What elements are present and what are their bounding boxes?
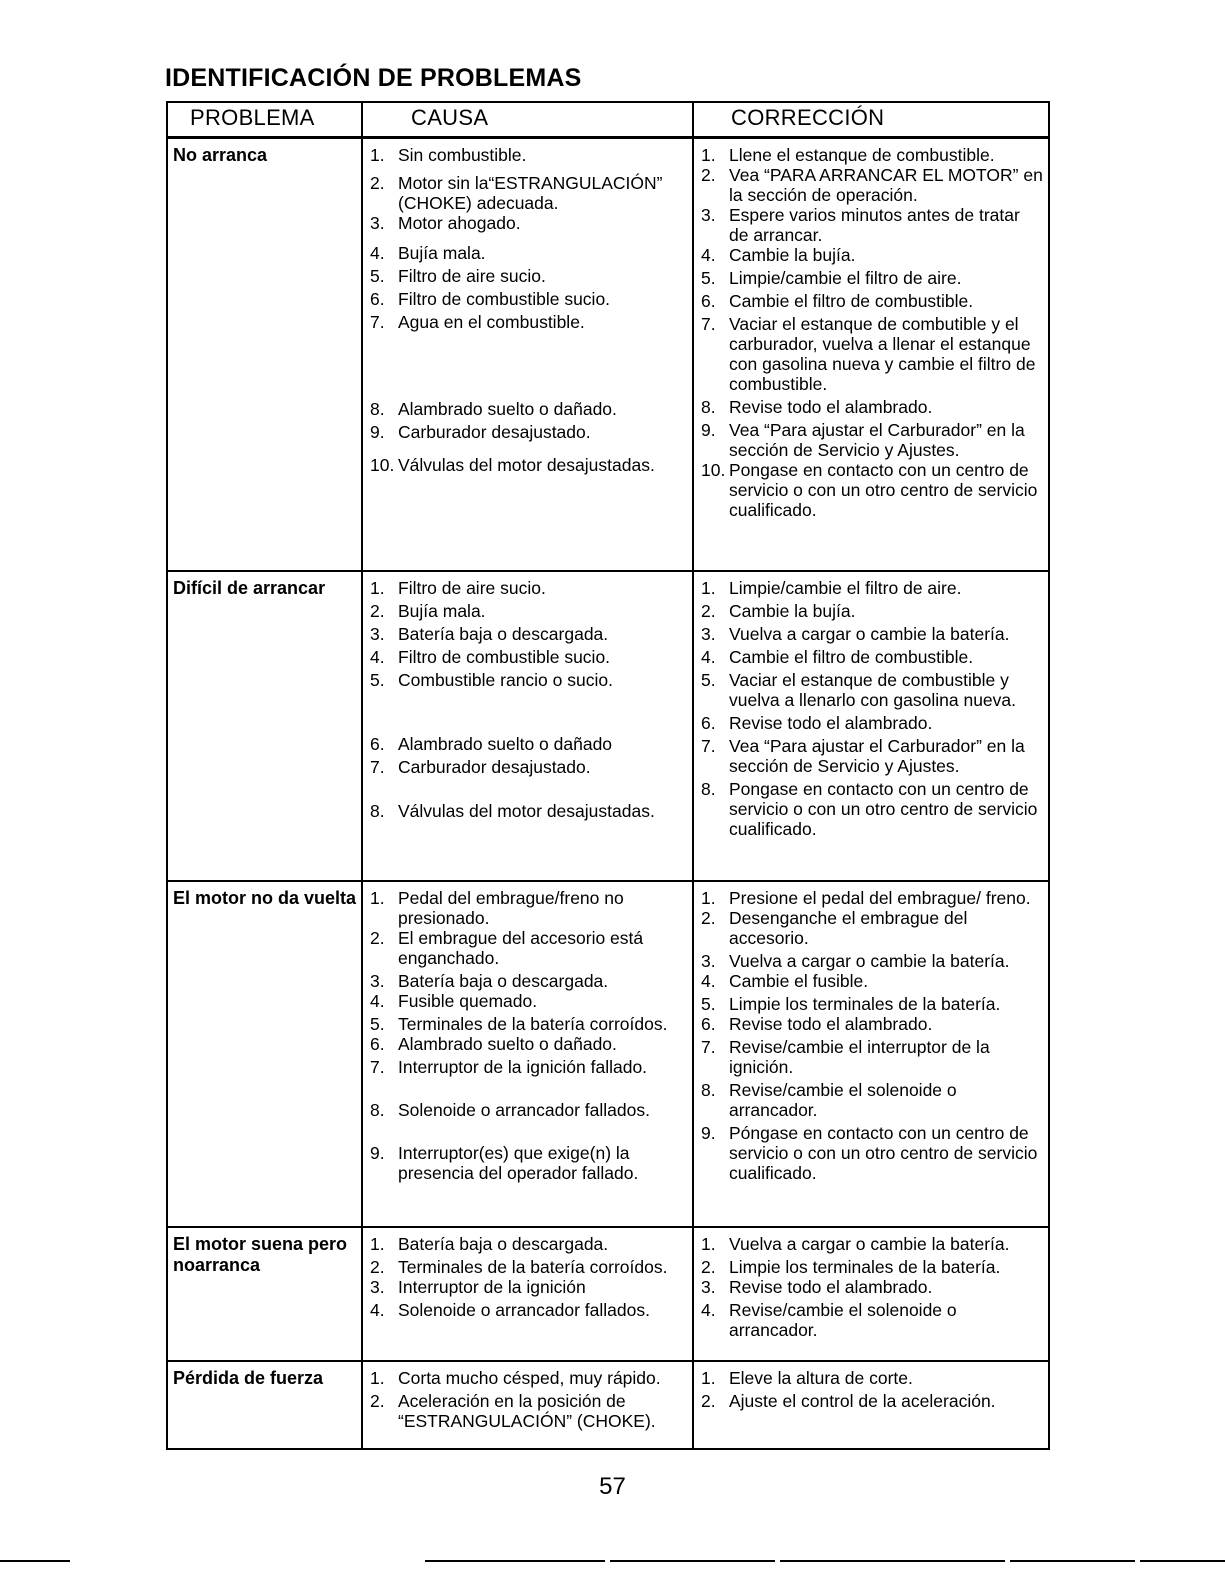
cause-item: [370, 399, 688, 419]
cause-list: [370, 1234, 688, 1320]
item-text: Pongase en contacto con un centro de servicio o con un otro centro de servicio cualificado.: [729, 460, 1038, 520]
item-number: 9.: [701, 1122, 716, 1143]
correction-item: [701, 1300, 1044, 1340]
item-text: Revise todo el alambrado.: [729, 1013, 933, 1034]
item-text: Corta mucho césped, muy rápido.: [398, 1367, 661, 1388]
item-text: Interruptor de la ignición: [398, 1276, 586, 1297]
cause-item: [370, 1234, 688, 1254]
item-text: Filtro de combustible sucio.: [398, 646, 611, 667]
item-text: Revise todo el alambrado.: [729, 397, 933, 417]
correction-item: [701, 971, 1044, 991]
correction-item: [701, 951, 1044, 971]
item-text: Carburador desajustado.: [398, 422, 591, 442]
item-text: Aceleración en la posición de “ESTRANGULACIÓN” (CHOKE).: [398, 1390, 656, 1431]
item-number: 8.: [701, 778, 716, 799]
item-number: 6.: [701, 1013, 716, 1034]
cause-item: [370, 578, 688, 598]
cause-item: [370, 1300, 688, 1320]
item-number: 3.: [701, 1276, 716, 1297]
correction-item: [701, 145, 1044, 165]
footer-rule-4: [780, 1560, 1005, 1562]
correction-item: [701, 1277, 1044, 1297]
item-number: 1.: [701, 1367, 716, 1388]
header-problem: PROBLEMA: [167, 102, 362, 138]
item-text: Revise/cambie el solenoide o arrancador.: [729, 1299, 957, 1340]
cause-cell: [362, 881, 693, 1227]
item-number: 9.: [370, 422, 385, 442]
item-text: Válvulas del motor desajustadas.: [398, 800, 655, 821]
item-text: Interruptor de la ignición fallado.: [398, 1056, 648, 1077]
item-number: 3.: [701, 950, 716, 971]
page-number: 57: [599, 1473, 626, 1500]
item-text: Pongase en contacto con un centro de servicio o con un otro centro de servicio cualificado.: [729, 778, 1038, 839]
correction-item: [701, 1368, 1044, 1388]
correction-item: [701, 994, 1044, 1014]
correction-item: [701, 578, 1044, 598]
item-number: 4.: [370, 243, 385, 263]
item-number: 3.: [701, 623, 716, 644]
item-number: 4.: [370, 646, 385, 667]
item-text: Sin combustible.: [398, 145, 527, 165]
cause-item: [370, 1277, 688, 1297]
item-text: Agua en el combustible.: [398, 312, 585, 332]
item-number: 3.: [701, 205, 716, 225]
item-number: 6.: [701, 291, 716, 311]
header-cause: CAUSA: [362, 102, 693, 138]
table-body: [167, 138, 1049, 1449]
correction-item: [701, 1014, 1044, 1034]
cause-item: [370, 422, 688, 442]
item-number: 1.: [370, 145, 385, 165]
correction-list: [701, 145, 1044, 520]
item-text: Combustible rancio o sucio.: [398, 669, 613, 690]
page-title: IDENTIFICACIÓN DE PROBLEMAS: [165, 64, 582, 92]
correction-item: [701, 601, 1044, 621]
problem-cell: No arranca: [167, 138, 362, 571]
item-text: Revise/cambie el interruptor de la ignición.: [729, 1036, 990, 1077]
correction-item: [701, 779, 1044, 839]
cause-item: [370, 734, 688, 754]
item-number: 2.: [701, 907, 716, 928]
correction-cell: [693, 1227, 1049, 1361]
cause-list: [370, 145, 688, 475]
item-text: Revise/cambie el solenoide o arrancador.: [729, 1079, 957, 1120]
problem-cell: Pérdida de fuerza: [167, 1361, 362, 1449]
correction-item: [701, 647, 1044, 667]
correction-item: [701, 1257, 1044, 1277]
cause-item: [370, 312, 688, 332]
item-number: 5.: [701, 669, 716, 690]
correction-item: [701, 736, 1044, 776]
problem-cell: El motor suena pero noarranca: [167, 1227, 362, 1361]
footer-rule-3: [610, 1560, 775, 1562]
cause-list: [370, 578, 688, 821]
item-number: 1.: [370, 1367, 385, 1388]
cause-list: [370, 1368, 688, 1431]
item-number: 3.: [370, 623, 385, 644]
item-number: 4.: [701, 245, 716, 265]
footer-rule-2: [425, 1560, 605, 1562]
item-text: Desenganche el embrague del accesorio.: [729, 907, 968, 948]
item-number: 2.: [370, 600, 385, 621]
cause-item: [370, 1257, 688, 1277]
cause-item: [370, 243, 688, 263]
item-number: 3.: [370, 970, 385, 991]
item-number: 9.: [370, 1142, 385, 1163]
item-text: Limpie/cambie el filtro de aire.: [729, 577, 962, 598]
correction-item: [701, 1123, 1044, 1183]
item-number: 7.: [701, 1036, 716, 1057]
cause-item: [370, 928, 688, 968]
item-number: 8.: [370, 800, 385, 821]
item-number: 8.: [701, 397, 716, 417]
item-text: Batería baja o descargada.: [398, 623, 609, 644]
correction-item: [701, 1080, 1044, 1120]
table-row: [167, 571, 1049, 881]
item-text: Motor sin la“ESTRANGULACIÓN” (CHOKE) adecuada.: [398, 173, 663, 213]
correction-list: [701, 888, 1044, 1183]
item-text: Válvulas del motor desajustadas.: [398, 455, 655, 475]
cause-item: [370, 1368, 688, 1388]
header-correction: CORRECCIÓN: [693, 102, 1049, 138]
correction-item: [701, 908, 1044, 948]
item-number: 2.: [701, 165, 716, 185]
item-text: Vea “PARA ARRANCAR EL MOTOR” en la sección de operación.: [729, 165, 1043, 205]
item-number: 4.: [701, 970, 716, 991]
item-number: 3.: [370, 213, 385, 233]
cause-item: [370, 670, 688, 690]
correction-cell: [693, 881, 1049, 1227]
footer-rule-6: [1140, 1560, 1225, 1562]
cause-item: [370, 601, 688, 621]
item-text: Vaciar el estanque de combustible y vuelva a llenarlo con gasolina nueva.: [729, 669, 1016, 710]
cause-cell: [362, 571, 693, 881]
item-number: 2.: [370, 927, 385, 948]
item-text: Cambie la bujía.: [729, 245, 856, 265]
cause-item: [370, 991, 688, 1011]
item-text: Fusible quemado.: [398, 990, 538, 1011]
item-text: Póngase en contacto con un centro de servicio o con un otro centro de servicio cualificado.: [729, 1122, 1038, 1183]
item-text: Terminales de la batería corroídos.: [398, 1013, 668, 1034]
item-text: Pedal del embrague/freno no presionado.: [398, 887, 624, 928]
correction-cell: [693, 1361, 1049, 1449]
cause-cell: [362, 1361, 693, 1449]
item-number: 5.: [370, 669, 385, 690]
item-text: Solenoide o arrancador fallados.: [398, 1099, 650, 1120]
table-row: [167, 881, 1049, 1227]
item-text: Interruptor(es) que exige(n) la presencia del operador fallado.: [398, 1142, 639, 1183]
item-number: 7.: [370, 312, 385, 332]
item-number: 4.: [370, 1299, 385, 1320]
correction-item: [701, 624, 1044, 644]
item-number: 6.: [370, 733, 385, 754]
item-number: 4.: [701, 1299, 716, 1320]
table-header-row: [167, 102, 1049, 138]
cause-item: [370, 213, 688, 233]
item-text: Limpie los terminales de la batería.: [729, 993, 1001, 1014]
item-text: Vuelva a cargar o cambie la batería.: [729, 950, 1010, 971]
cause-item: [370, 289, 688, 309]
item-text: Vaciar el estanque de combutible y el carburador, vuelva a llenar el estanque con gasolina nueva y cambie el filtro de combustible.: [729, 314, 1036, 394]
cause-item: [370, 1143, 688, 1183]
table-row: [167, 1361, 1049, 1449]
item-number: 1.: [370, 887, 385, 908]
correction-item: [701, 713, 1044, 733]
correction-item: [701, 1234, 1044, 1254]
item-number: 5.: [701, 268, 716, 288]
item-number: 2.: [370, 1256, 385, 1277]
item-number: 1.: [370, 1233, 385, 1254]
item-number: 8.: [370, 399, 385, 419]
item-number: 4.: [370, 990, 385, 1011]
correction-cell: [693, 571, 1049, 881]
item-text: Revise todo el alambrado.: [729, 712, 933, 733]
correction-item: [701, 291, 1044, 311]
correction-item: [701, 1037, 1044, 1077]
correction-list: [701, 1234, 1044, 1340]
cause-item: [370, 757, 688, 777]
cause-item: [370, 1100, 688, 1120]
correction-item: [701, 1391, 1044, 1411]
item-text: Vea “Para ajustar el Carburador” en la sección de Servicio y Ajustes.: [729, 420, 1025, 460]
item-number: 7.: [701, 735, 716, 756]
cause-cell: [362, 1227, 693, 1361]
item-text: Limpie/cambie el filtro de aire.: [729, 268, 962, 288]
item-number: 5.: [370, 1013, 385, 1034]
correction-item: [701, 397, 1044, 417]
item-number: 7.: [701, 314, 716, 334]
item-text: Bujía mala.: [398, 600, 486, 621]
item-number: 5.: [370, 266, 385, 286]
correction-item: [701, 165, 1044, 205]
correction-item: [701, 268, 1044, 288]
item-text: Carburador desajustado.: [398, 756, 591, 777]
problem-cell: El motor no da vuelta: [167, 881, 362, 1227]
item-text: Alambrado suelto o dañado: [398, 733, 613, 754]
cause-cell: [362, 138, 693, 571]
cause-item: [370, 801, 688, 821]
item-text: Filtro de combustible sucio.: [398, 289, 611, 309]
item-number: 2.: [370, 173, 385, 193]
item-number: 1.: [701, 145, 716, 165]
item-text: Vuelva a cargar o cambie la batería.: [729, 623, 1010, 644]
item-number: 1.: [701, 1233, 716, 1254]
item-number: 6.: [370, 1033, 385, 1054]
correction-item: [701, 205, 1044, 245]
item-number: 6.: [370, 289, 385, 309]
correction-item: [701, 460, 1044, 520]
cause-item: [370, 971, 688, 991]
item-number: 7.: [370, 756, 385, 777]
item-number: 5.: [701, 993, 716, 1014]
cause-item: [370, 1391, 688, 1431]
item-text: Limpie los terminales de la batería.: [729, 1256, 1001, 1277]
cause-item: [370, 647, 688, 667]
item-text: Terminales de la batería corroídos.: [398, 1256, 668, 1277]
item-text: Vea “Para ajustar el Carburador” en la sección de Servicio y Ajustes.: [729, 735, 1025, 776]
item-text: Bujía mala.: [398, 243, 486, 263]
item-number: 2.: [701, 1390, 716, 1411]
item-text: Alambrado suelto o dañado.: [398, 1033, 617, 1054]
correction-item: [701, 888, 1044, 908]
footer-rule-5: [1010, 1560, 1135, 1562]
item-text: Batería baja o descargada.: [398, 1233, 609, 1254]
item-number: 8.: [370, 1099, 385, 1120]
cause-item: [370, 145, 688, 165]
item-text: El embrague del accesorio está enganchado.: [398, 927, 644, 968]
cause-item: [370, 624, 688, 644]
cause-item: [370, 888, 688, 928]
troubleshooting-table: [166, 101, 1050, 1450]
item-text: Filtro de aire sucio.: [398, 577, 546, 598]
item-number: 2.: [701, 1256, 716, 1277]
item-text: Eleve la altura de corte.: [729, 1367, 913, 1388]
correction-item: [701, 314, 1044, 394]
table-row: [167, 1227, 1049, 1361]
item-text: Espere varios minutos antes de tratar de arrancar.: [729, 205, 1020, 245]
item-text: Vuelva a cargar o cambie la batería.: [729, 1233, 1010, 1254]
item-number: 9.: [701, 420, 716, 440]
correction-cell: [693, 138, 1049, 571]
correction-list: [701, 1368, 1044, 1411]
table-row: [167, 138, 1049, 571]
cause-list: [370, 888, 688, 1183]
correction-list: [701, 578, 1044, 839]
item-number: 8.: [701, 1079, 716, 1100]
item-text: Presione el pedal del embrague/ freno.: [729, 887, 1031, 908]
item-number: 3.: [370, 1276, 385, 1297]
correction-item: [701, 670, 1044, 710]
item-text: Llene el estanque de combustible.: [729, 145, 995, 165]
item-number: 2.: [701, 600, 716, 621]
correction-item: [701, 420, 1044, 460]
item-number: 10.: [701, 460, 726, 480]
item-number: 7.: [370, 1056, 385, 1077]
problem-cell: Difícil de arrancar: [167, 571, 362, 881]
item-text: Ajuste el control de la aceleración.: [729, 1390, 996, 1411]
item-text: Filtro de aire sucio.: [398, 266, 546, 286]
item-number: 4.: [701, 646, 716, 667]
item-number: 1.: [370, 577, 385, 598]
item-text: Alambrado suelto o dañado.: [398, 399, 617, 419]
cause-item: [370, 1057, 688, 1077]
item-text: Cambie el fusible.: [729, 970, 869, 991]
cause-item: [370, 455, 688, 475]
item-number: 10.: [370, 455, 395, 475]
cause-item: [370, 173, 688, 213]
footer-rule-1: [0, 1560, 70, 1562]
item-number: 1.: [701, 887, 716, 908]
cause-item: [370, 1014, 688, 1034]
item-text: Revise todo el alambrado.: [729, 1276, 933, 1297]
item-text: Batería baja o descargada.: [398, 970, 609, 991]
item-text: Cambie la bujía.: [729, 600, 856, 621]
cause-item: [370, 266, 688, 286]
correction-item: [701, 245, 1044, 265]
item-text: Motor ahogado.: [398, 213, 521, 233]
item-text: Cambie el filtro de combustible.: [729, 646, 974, 667]
item-text: Solenoide o arrancador fallados.: [398, 1299, 650, 1320]
item-text: Cambie el filtro de combustible.: [729, 291, 974, 311]
item-number: 6.: [701, 712, 716, 733]
item-number: 1.: [701, 577, 716, 598]
cause-item: [370, 1034, 688, 1054]
item-number: 2.: [370, 1390, 385, 1411]
